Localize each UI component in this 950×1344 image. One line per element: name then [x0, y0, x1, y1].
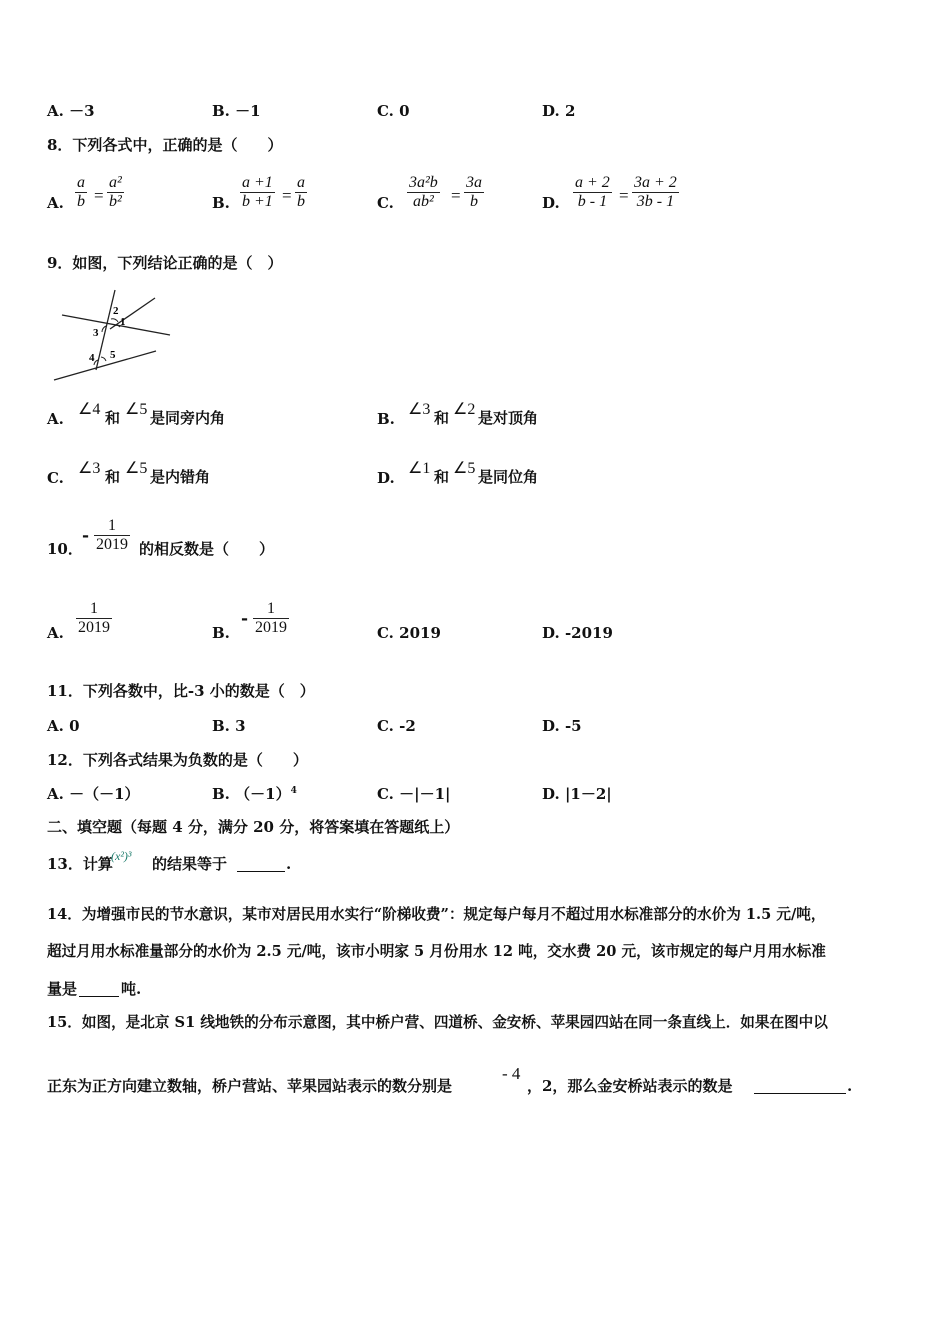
q10-fraction: 1 2019 [96, 517, 128, 554]
q9-c-and: 和 [105, 468, 121, 486]
q13-suffix: 的结果等于 [152, 855, 228, 873]
q13-expression: (x²)³ [111, 849, 132, 863]
q7-option-b: B. －1 [212, 102, 261, 120]
q9-letter-b: B. [377, 410, 395, 428]
q8-d-right-fraction: 3a + 2 3b - 1 [634, 174, 677, 211]
q7-option-d: D. 2 [542, 102, 576, 120]
q10-a-fraction: 1 2019 [78, 600, 110, 637]
q8-c-right-fraction: 3a b [466, 174, 482, 211]
q8-b-equals: = [282, 186, 292, 205]
q9-stem: 9．如图，下列结论正确的是（ ） [47, 254, 283, 272]
q7-option-a: A. －3 [47, 102, 95, 120]
q9-label-1: 1 [120, 316, 126, 328]
q14-line-3-suffix: 吨. [121, 980, 142, 998]
q13-period: . [286, 855, 292, 873]
q9-b-tail: 是对顶角 [478, 409, 539, 427]
q12-option-d: D. |1－2| [542, 785, 612, 803]
q9-angle-figure [48, 288, 178, 384]
q9-letter-c: C. [47, 469, 64, 487]
q12-stem: 12．下列各式结果为负数的是（ ） [47, 751, 308, 769]
q15-line-2-middle: ，2，那么金安桥站表示的数是 [527, 1077, 733, 1095]
q9-a-and: 和 [105, 409, 121, 427]
q8-letter-c: C. [377, 194, 394, 212]
q10-tail: 的相反数是（ ） [139, 540, 275, 558]
q10-option-c: C. 2019 [377, 624, 441, 642]
q15-period: . [847, 1077, 853, 1095]
q9-letter-a: A. [47, 410, 64, 428]
q10-letter-b: B. [212, 624, 230, 642]
q9-arc-5 [101, 357, 106, 361]
q11-option-c: C. -2 [377, 717, 416, 735]
q10-b-minus: - [241, 609, 249, 629]
q12-option-a: A. －（－1） [47, 785, 140, 803]
q9-c-tail: 是内错角 [150, 468, 211, 486]
q8-letter-b: B. [212, 194, 230, 212]
q9-a-angle2: ∠5 [125, 401, 148, 418]
q11-stem: 11．下列各数中，比-3 小的数是（ ） [47, 682, 315, 700]
q11-option-a: A. 0 [47, 717, 80, 735]
q8-d-equals: = [619, 186, 629, 205]
q8-d-left-fraction: a + 2 b - 1 [575, 174, 610, 211]
q9-label-3: 3 [93, 327, 99, 339]
q8-c-left-fraction: 3a²b ab² [409, 174, 438, 211]
q8-a-right-fraction: a² b² [109, 174, 122, 211]
q9-label-2: 2 [113, 305, 119, 317]
q14-answer-blank[interactable] [79, 996, 119, 997]
q14-line-1: 14．为增强市民的节水意识，某市对居民用水实行“阶梯收费”：规定每户每月不超过用水标准部分的水价为 1.5 元/吨， [47, 906, 826, 923]
q9-b-and: 和 [434, 409, 450, 427]
q8-c-equals: = [451, 186, 461, 205]
q7-option-c: C. 0 [377, 102, 410, 120]
q15-negative-four: - 4 [502, 1064, 521, 1083]
q8-stem: 8．下列各式中，正确的是（ ） [47, 136, 283, 154]
q9-arc-2 [111, 319, 118, 322]
q8-b-left-fraction: a +1 b +1 [242, 174, 273, 211]
q12-option-b: B. $(-1)^4$ [212, 785, 297, 803]
q14-line-3-prefix: 量是 [47, 980, 78, 998]
q9-c-angle1: ∠3 [78, 460, 101, 477]
q8-a-left-fraction: a b [77, 174, 85, 211]
q10-b-fraction: 1 2019 [255, 600, 287, 637]
q15-answer-blank[interactable] [754, 1093, 846, 1094]
q10-number: 10． [47, 540, 83, 558]
q9-a-angle1: ∠4 [78, 401, 101, 418]
q9-a-tail: 是同旁内角 [150, 409, 226, 427]
q8-letter-d: D. [542, 194, 560, 212]
q9-d-and: 和 [434, 468, 450, 486]
q11-option-b: B. 3 [212, 717, 246, 735]
q9-d-angle2: ∠5 [453, 460, 476, 477]
section-2-heading: 二、填空题（每题 4 分，满分 20 分，将答案填在答题纸上） [47, 818, 460, 836]
q15-line-2-prefix: 正东为正方向建立数轴，桥户营站、苹果园站表示的数分别是 [47, 1077, 453, 1095]
q12-option-c: C. －|－1| [377, 785, 451, 803]
q9-letter-d: D. [377, 469, 395, 487]
q9-d-angle1: ∠1 [408, 460, 431, 477]
q13-answer-blank[interactable] [237, 871, 285, 872]
q14-line-2: 超过月用水标准量部分的水价为 2.5 元/吨，该市小明家 5 月份用水 12 吨，交水费 20 元，该市规定的每户月用水标准 [47, 943, 826, 960]
q10-minus-sign: - [82, 526, 90, 546]
q9-label-4: 4 [89, 352, 95, 364]
q9-line-bottom [54, 351, 156, 380]
q11-option-d: D. -5 [542, 717, 582, 735]
q9-d-tail: 是同位角 [478, 468, 539, 486]
q9-c-angle2: ∠5 [125, 460, 148, 477]
q8-a-equals: = [94, 186, 104, 205]
q9-b-angle2: ∠2 [453, 401, 476, 418]
q9-label-5: 5 [110, 349, 116, 361]
q10-letter-a: A. [47, 624, 64, 642]
q10-option-d: D. -2019 [542, 624, 613, 642]
q13-prefix: 13．计算 [47, 855, 113, 873]
q9-b-angle1: ∠3 [408, 401, 431, 418]
q8-b-right-fraction: a b [297, 174, 305, 211]
q8-letter-a: A. [47, 194, 64, 212]
q15-line-1: 15．如图，是北京 S1 线地铁的分布示意图，其中桥户营、四道桥、金安桥、苹果园四站在同一条直线上．如果在图中以 [47, 1014, 828, 1031]
